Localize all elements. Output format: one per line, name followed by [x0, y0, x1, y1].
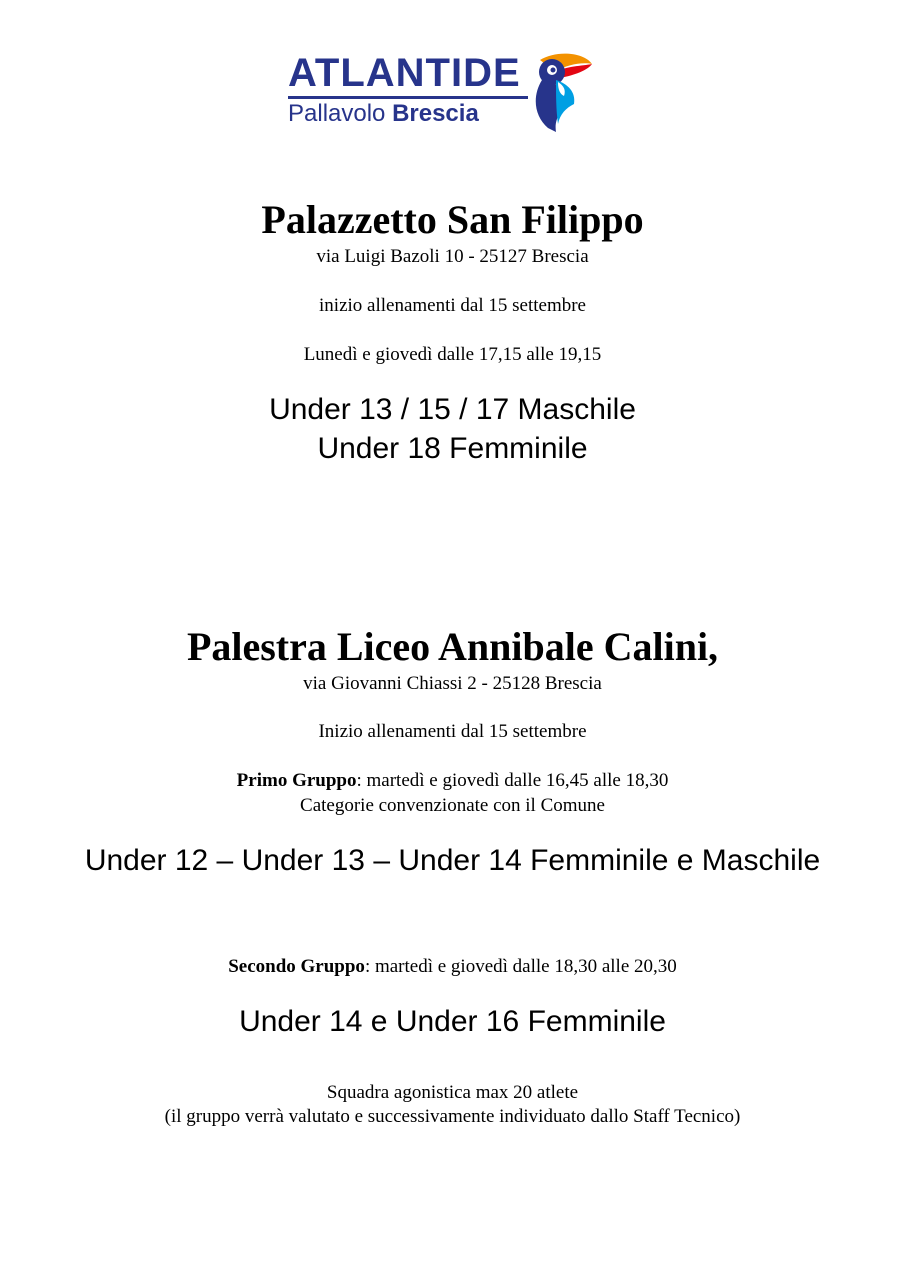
logo-title: ATLANTIDE	[288, 51, 521, 95]
group2-label: Secondo Gruppo	[228, 956, 365, 977]
group1-categories: Under 12 – Under 13 – Under 14 Femminile e Maschile	[84, 844, 821, 877]
venue2-title: Palestra Liceo Annibale Calini,	[186, 624, 719, 669]
group1-schedule-line	[0, 769, 905, 793]
group2-categories: Under 14 e Under 16 Femminile	[239, 1005, 666, 1038]
group1-label: Primo Gruppo	[236, 770, 357, 791]
venue1-address: via Luigi Bazoli 10 - 25127 Brescia	[316, 246, 589, 267]
venue1-categories-line1: Under 13 / 15 / 17 Maschile	[269, 393, 636, 426]
venue1-categories-line2: Under 18 Femminile	[317, 432, 588, 465]
group2-schedule-line	[0, 955, 905, 979]
logo-subtitle	[288, 98, 479, 130]
group1-note: Categorie convenzionate con il Comune	[300, 795, 605, 816]
venue2-address: via Giovanni Chiassi 2 - 25128 Brescia	[303, 673, 602, 694]
footer-line1: Squadra agonistica max 20 atlete	[326, 1082, 579, 1103]
venue1-start-date: inizio allenamenti dal 15 settembre	[319, 295, 586, 316]
group1-schedule: : martedì e giovedì dalle 16,45 alle 18,30	[356, 770, 669, 791]
venue1-schedule: Lunedì e giovedì dalle 17,15 alle 19,15	[303, 344, 602, 365]
footer-line2: (il gruppo verrà valutato e successivamente individuato dallo Staff Tecnico)	[164, 1106, 741, 1127]
logo-subtitle-regular: Pallavolo	[288, 100, 393, 127]
toucan-icon	[526, 50, 596, 132]
group2-schedule: : martedì e giovedì dalle 18,30 alle 20,30	[364, 956, 677, 977]
atlantide-logo	[286, 50, 596, 132]
venue1-title: Palazzetto San Filippo	[261, 197, 644, 242]
venue2-start-date: Inizio allenamenti dal 15 settembre	[318, 721, 587, 742]
logo-subtitle-bold: Brescia	[392, 100, 479, 127]
